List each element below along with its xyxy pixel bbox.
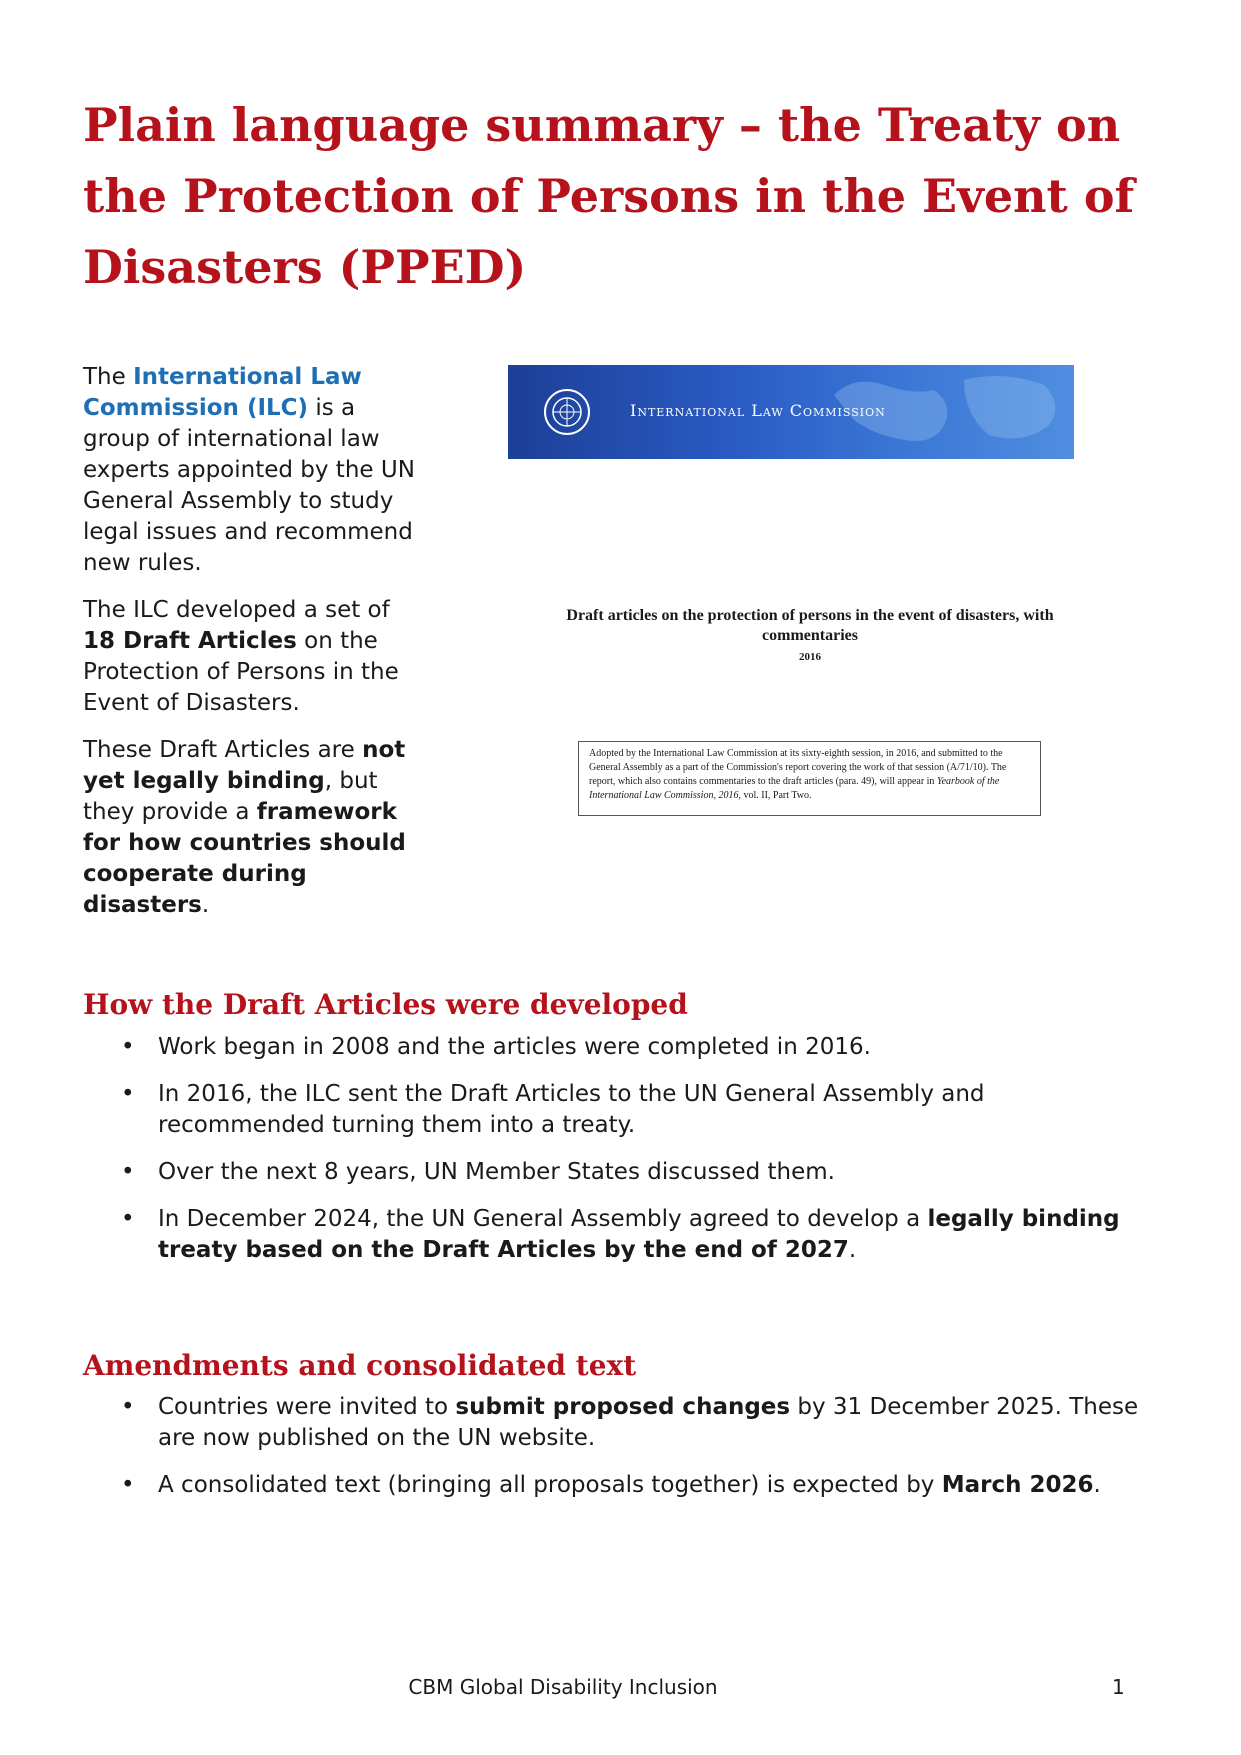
document-year: 2016 [799, 651, 821, 663]
bullet-icon: • [121, 1394, 135, 1420]
ilc-link[interactable]: International Law Commission (ILC) [83, 364, 362, 421]
text-span: Work began in 2008 and the articles were completed in 2016. [158, 1034, 871, 1060]
list-item [83, 1470, 1143, 1501]
development-list [83, 1032, 1143, 1282]
amendments-list [83, 1392, 1143, 1517]
list-item [83, 1157, 1143, 1188]
list-item [83, 1032, 1143, 1063]
text-span: Over the next 8 years, UN Member States discussed them. [158, 1159, 835, 1185]
bullet-icon: • [121, 1206, 135, 1232]
un-emblem-icon [542, 387, 592, 437]
bold-text: legally binding treaty based on the Draft Articles by the end of 2027 [158, 1206, 1120, 1263]
bullet-icon: • [121, 1081, 135, 1107]
document-note-box [578, 741, 1041, 816]
page-title: Plain language summary – the Treaty on the Protection of Persons in the Event of Disasters (PPED) [83, 98, 1135, 294]
bullet-icon: • [121, 1034, 135, 1060]
page-number: 1 [1112, 1675, 1125, 1699]
bold-text: not yet legally binding [83, 737, 406, 794]
intro-paragraph-1 [83, 362, 428, 579]
banner-text: International Law Commission [630, 401, 886, 420]
text-span: The [83, 364, 134, 390]
section-heading-development: How the Draft Articles were developed [83, 988, 688, 1021]
intro-paragraph-2 [83, 595, 428, 719]
text-span: . [1093, 1472, 1101, 1498]
document-title: Draft articles on the protection of persons in the event of disasters, with commentaries [566, 607, 1054, 644]
text-span: A consolidated text (bringing all proposals together) is expected by [158, 1472, 942, 1498]
text-span: In 2016, the ILC sent the Draft Articles to the UN General Assembly and recommended turning them into a treaty. [158, 1081, 985, 1138]
text-span: In December 2024, the UN General Assembly agreed to develop a [158, 1206, 928, 1232]
text-span: . [201, 892, 210, 918]
section-heading-amendments: Amendments and consolidated text [83, 1349, 637, 1382]
intro-paragraph-3 [83, 735, 428, 921]
text-span: These Draft Articles are [83, 737, 363, 763]
text-span: by 31 December 2025. These are now published on the UN website. [158, 1394, 1139, 1451]
text-span: Adopted by the International Law Commission at its sixty-eighth session, in 2016, and submitted to the General Assembly as a part of the Commission's report covering the work of that session (A/71/10). The report, which also contains commentaries to the draft articles (para. 49), will appear in [589, 748, 1007, 787]
list-item [83, 1392, 1143, 1454]
bullet-icon: • [121, 1159, 135, 1185]
text-span: The ILC developed a set of [83, 597, 390, 623]
bold-text: framework for how countries should cooperate during disasters [83, 799, 406, 918]
list-item [83, 1079, 1143, 1141]
intro-column [83, 362, 428, 937]
text-span: is a group of international law experts appointed by the UN General Assembly to study legal issues and recommend new rules. [83, 395, 415, 576]
text-span: on the Protection of Persons in the Event of Disasters. [83, 628, 399, 716]
italic-text: Yearbook of the International Law Commission, 2016 [589, 776, 1000, 801]
text-span: , vol. II, Part Two. [738, 790, 812, 801]
bold-text: 18 Draft Articles [83, 628, 297, 654]
bold-text: March 2026 [941, 1472, 1094, 1498]
bullet-icon: • [121, 1472, 135, 1498]
text-span: Countries were invited to [158, 1394, 456, 1420]
ilc-banner-image [508, 365, 1074, 459]
list-item [83, 1204, 1143, 1266]
text-span: , but they provide a [83, 768, 378, 825]
page-footer [0, 1675, 1241, 1705]
text-span: . [848, 1237, 857, 1263]
footer-organization: CBM Global Disability Inclusion [408, 1675, 718, 1699]
bold-text: submit proposed changes [455, 1394, 791, 1420]
